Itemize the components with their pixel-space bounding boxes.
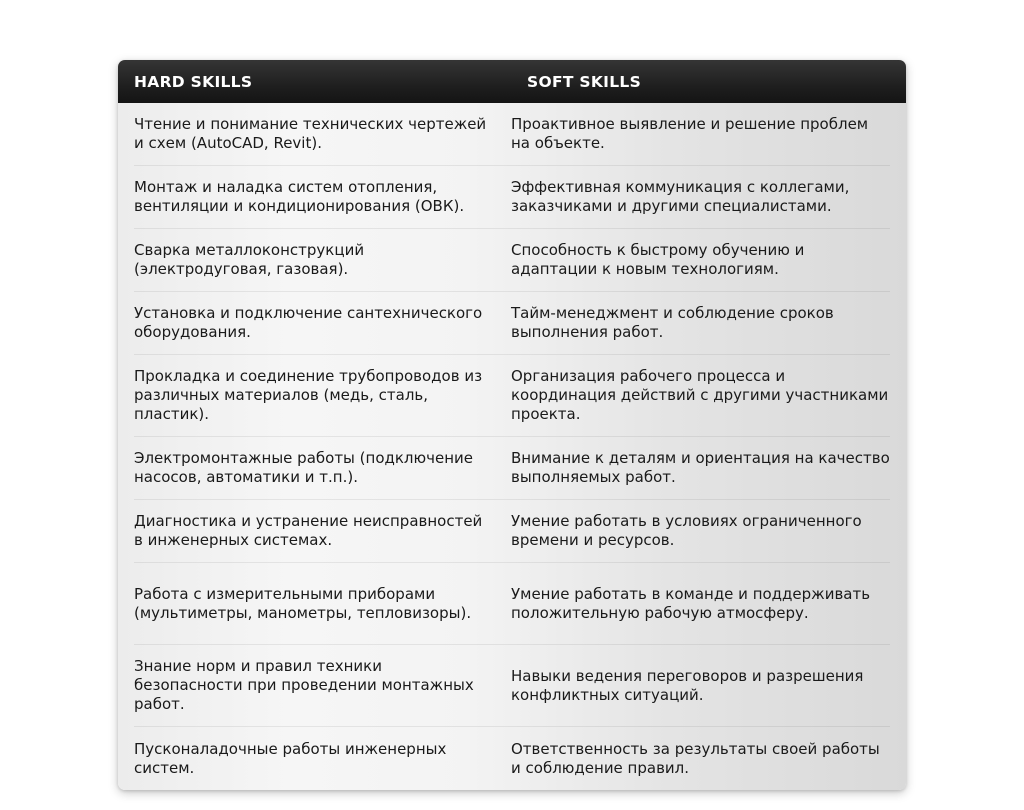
soft-skill-cell: Умение работать в условиях ограниченного времени и ресурсов. bbox=[511, 512, 862, 549]
table-row bbox=[134, 500, 890, 563]
table-row bbox=[134, 292, 890, 355]
table-row bbox=[134, 355, 890, 437]
hard-skill-cell: Электромонтажные работы (подключение насосов, автоматики и т.п.). bbox=[134, 449, 474, 486]
soft-skill-cell: Внимание к деталям и ориентация на качество выполняемых работ. bbox=[511, 449, 890, 486]
table-row bbox=[134, 727, 890, 790]
hard-skill-cell: Работа с измерительными приборами (мультиметры, манометры, тепловизоры). bbox=[134, 584, 472, 622]
hard-skill-cell: Установка и подключение сантехнического оборудования. bbox=[134, 304, 483, 341]
table-row bbox=[134, 563, 890, 645]
hard-skill-cell: Диагностика и устранение неисправностей в инженерных системах. bbox=[134, 512, 483, 549]
table-row bbox=[134, 103, 890, 166]
hard-skill-cell: Сварка металлоконструкций (электродуговая, газовая). bbox=[134, 241, 365, 278]
soft-skill-cell: Способность к быстрому обучению и адаптации к новым технологиям. bbox=[511, 241, 805, 278]
table-row bbox=[134, 166, 890, 229]
table-row bbox=[134, 229, 890, 292]
soft-skill-cell: Организация рабочего процесса и координация действий с другими участниками проекта. bbox=[511, 367, 889, 423]
soft-skill-cell: Ответственность за результаты своей работы и соблюдение правил. bbox=[511, 739, 880, 777]
header-hard-skills: HARD SKILLS bbox=[134, 72, 253, 91]
hard-skill-cell: Пусконаладочные работы инженерных систем. bbox=[134, 739, 447, 777]
soft-skill-cell: Умение работать в команде и поддерживать положительную рабочую атмосферу. bbox=[511, 584, 871, 622]
table-row bbox=[134, 645, 890, 727]
hard-skill-cell: Прокладка и соединение трубопроводов из различных материалов (медь, сталь, пластик). bbox=[134, 367, 483, 423]
header-soft-skills: SOFT SKILLS bbox=[527, 72, 642, 91]
table-row bbox=[134, 437, 890, 500]
hard-skill-cell: Чтение и понимание технических чертежей и схем (AutoCAD, Revit). bbox=[134, 115, 487, 152]
soft-skill-cell: Проактивное выявление и решение проблем на объекте. bbox=[511, 115, 869, 152]
hard-skill-cell: Знание норм и правил техники безопасности при проведении монтажных работ. bbox=[134, 657, 474, 713]
table-body bbox=[118, 103, 906, 790]
hard-skill-cell: Монтаж и наладка систем отопления, вентиляции и кондиционирования (ОВК). bbox=[134, 178, 465, 215]
soft-skill-cell: Навыки ведения переговоров и разрешения конфликтных ситуаций. bbox=[511, 666, 864, 704]
soft-skill-cell: Эффективная коммуникация с коллегами, заказчиками и другими специалистами. bbox=[511, 178, 850, 215]
table-header bbox=[118, 60, 906, 103]
soft-skill-cell: Тайм-менеджмент и соблюдение сроков выполнения работ. bbox=[511, 304, 834, 341]
skills-table bbox=[118, 60, 906, 790]
